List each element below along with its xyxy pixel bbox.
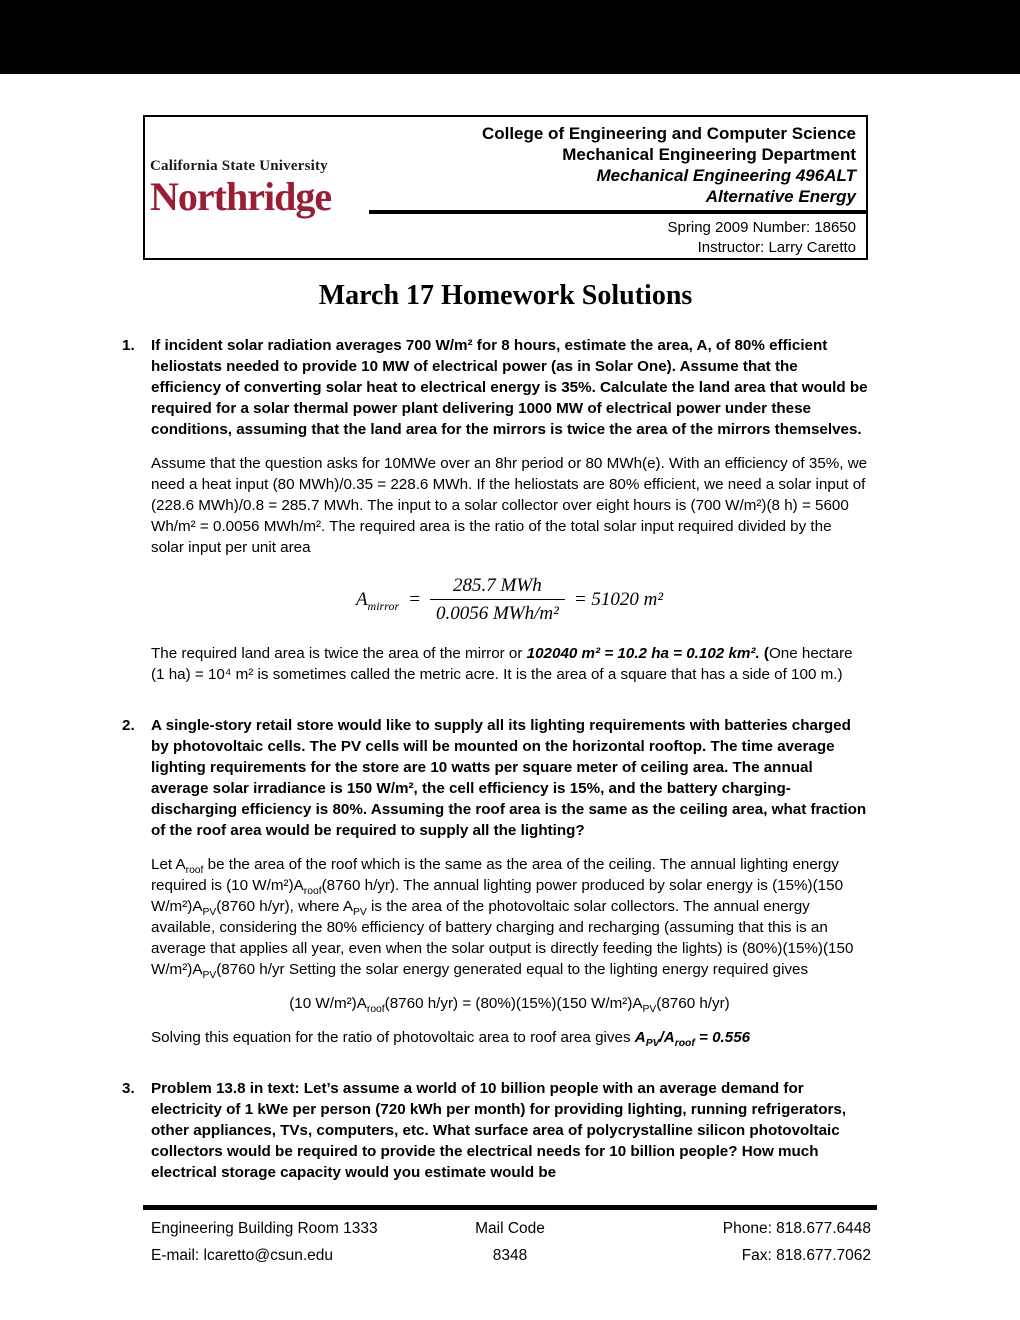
course-subtitle: Alternative Energy [705, 187, 856, 206]
text-segment: The required land area is twice the area of the mirror or [151, 645, 527, 662]
text-segment: Solving this equation for the ratio of photovoltaic area to roof area gives [151, 1029, 635, 1046]
problem-2-number: 2. [122, 717, 135, 734]
text-segment: roof [674, 1038, 695, 1050]
text-segment: (8760 h/yr) = (80%)(15%)(150 W/m²)A [384, 995, 643, 1012]
text-segment: (8760 h/yr), where A [216, 898, 353, 915]
instructor-line: Instructor: Larry Caretto [697, 239, 856, 256]
footer-email: E-mail: lcaretto@csun.edu [151, 1247, 334, 1264]
text-segment: If incident solar radiation averages 700 W/m² for 8 hours, estimate the area, A, of 80% efficient heliostats needed to provide 10 MW of electrical power (as in Solar One). Assume that the efficiency of converting solar heat to electrical energy is 35%. Calculate the land area that would be required for a solar thermal power plant delivering 1000 MW of electrical power under these conditions, assuming that the land area for the mirrors is twice the area of the mirrors themselves. [151, 337, 868, 438]
problem-3-statement [151, 1078, 868, 1183]
equation-result: = 51020 m² [573, 589, 664, 610]
document-body [122, 335, 868, 1183]
text-segment: PV [202, 907, 217, 919]
problem-1-result-paragraph [151, 643, 868, 685]
text-segment: PV [202, 970, 217, 982]
footer-fax: Fax: 818.677.7062 [741, 1247, 871, 1264]
text-segment: One hectare (1 ha) = 10⁴ m² is sometimes called the metric acre. It is the area of a square that has a side of 100 m.) [151, 645, 853, 683]
problem-3 [122, 1078, 868, 1183]
equation-lhs-symbol: A [355, 589, 368, 610]
problem-2-equation-line [151, 993, 868, 1014]
letterhead-rule [369, 210, 866, 214]
college-name: College of Engineering and Computer Science [481, 124, 856, 143]
page-footer [143, 1205, 877, 1267]
department-name: Mechanical Engineering Department [562, 145, 856, 164]
text-segment: A single-story retail store would like to supply all its lighting requirements with batteries charged by photovoltaic cells. The PV cells will be mounted on the horizontal rooftop. The time average lighting requirements for the store are 10 watts per square meter of ceiling area. The annual average solar irradiance is 150 W/m², the cell efficiency is 15%, and the battery charging-discharging efficiency is 80%. Assuming the roof area is the same as the ceiling area, what fraction of the roof area would be required to supply all the lighting? [151, 717, 867, 839]
text-segment: PV [353, 907, 367, 919]
fraction-denominator: 0.0056 MWh/m² [430, 599, 565, 624]
problem-1-number: 1. [122, 337, 135, 354]
text-segment: (8760 h/yr) [656, 995, 730, 1012]
text-segment: 102040 m² = 10.2 ha = 0.102 km². [526, 645, 760, 662]
text-segment: (8760 h/yr Setting the solar energy generated equal to the lighting energy required gives [216, 961, 809, 978]
document-page [0, 74, 1020, 1320]
text-segment: Problem 13.8 in text: Let’s assume a world of 10 billion people with an average demand for electricity of 1 kWe per person (720 kWh per month) for providing lighting, running refrigerators, other appliances, TVs, computers, etc. What surface area of polycrystalline silicon photovoltaic collectors would be required to provide the electrical needs for 10 billion people? How much electrical storage capacity would you estimate would be [151, 1080, 847, 1181]
footer-grid [143, 1218, 877, 1267]
term-number-line: Spring 2009 Number: 18650 [667, 219, 856, 236]
problem-3-number: 3. [122, 1080, 135, 1097]
csun-logo [145, 117, 369, 258]
problem-1 [122, 335, 868, 440]
text-segment: PV [645, 1038, 660, 1050]
fraction-numerator: 285.7 MWh [453, 575, 542, 596]
text-segment: roof [185, 865, 204, 877]
letterhead-text [369, 117, 866, 258]
footer-mail-code-value: 8348 [492, 1247, 528, 1264]
text-segment: (10 W/m²)A [289, 995, 367, 1012]
text-segment: Assume that the question asks for 10MWe over an 8hr period or 80 MWh(e). With an efficiency of 35%, we need a heat input (80 MWh)/0.35 = 228.6 MWh. If the heliostats are 80% efficient, we need a solar input of (228.6 MWh)/0.8 = 285.7 MWh. The input to a solar collector over eight hours is (700 W/m²)(8 h) = 5600 Wh/m² = 0.0056 MWh/m². The required area is the ratio of the total solar input required divided by the solar input per unit area [151, 455, 868, 556]
text-segment: /A [659, 1029, 675, 1046]
text-segment: Let A [151, 856, 186, 873]
text-segment: roof [303, 886, 322, 898]
equation-lhs [355, 589, 400, 613]
problem-2-statement [151, 715, 868, 841]
problem-2-result-paragraph [151, 1027, 868, 1048]
text-segment: is the area of the photovoltaic solar collectors. The annual energy available, considering the 80% efficiency of battery charging and recharging (assuming that this is an average that applies all year, even when the solar output is directly feeding the lights) is (80%)(15%)(150 W/m²)A [151, 898, 854, 978]
logo-university-name: California State University [150, 158, 328, 174]
equation-equals-sign: = [408, 589, 421, 610]
problem-2 [122, 715, 868, 841]
letterhead [143, 115, 868, 260]
document-title: March 17 Homework Solutions [318, 280, 693, 311]
footer-mail-code-label: Mail Code [475, 1220, 545, 1237]
text-segment: be the area of the roof which is the same as the area of the ceiling. The annual lighting energy required is (10 W/m²)A [151, 856, 839, 894]
text-segment: = 0.556 [694, 1029, 751, 1046]
mirror-area-equation [151, 575, 868, 624]
text-segment: A [634, 1029, 646, 1046]
equation-lhs-subscript: mirror [367, 598, 400, 613]
text-segment: PV [642, 1004, 657, 1016]
footer-address: Engineering Building Room 1333 [151, 1220, 378, 1237]
course-name: Mechanical Engineering 496ALT [596, 166, 856, 185]
problem-1-solution-paragraph [151, 453, 868, 558]
equation-fraction [430, 575, 565, 624]
footer-phone: Phone: 818.677.6448 [722, 1220, 871, 1237]
text-segment: (8760 h/yr). The annual lighting power produced by solar energy is (15%)(150 W/m²)A [151, 877, 844, 915]
problem-1-statement [151, 335, 868, 440]
text-segment: roof [366, 1004, 385, 1016]
top-black-bar [0, 0, 1020, 74]
text-segment: ( [759, 645, 769, 662]
logo-northridge-wordmark: Northridge [150, 174, 332, 219]
problem-2-solution-paragraph [151, 854, 868, 980]
